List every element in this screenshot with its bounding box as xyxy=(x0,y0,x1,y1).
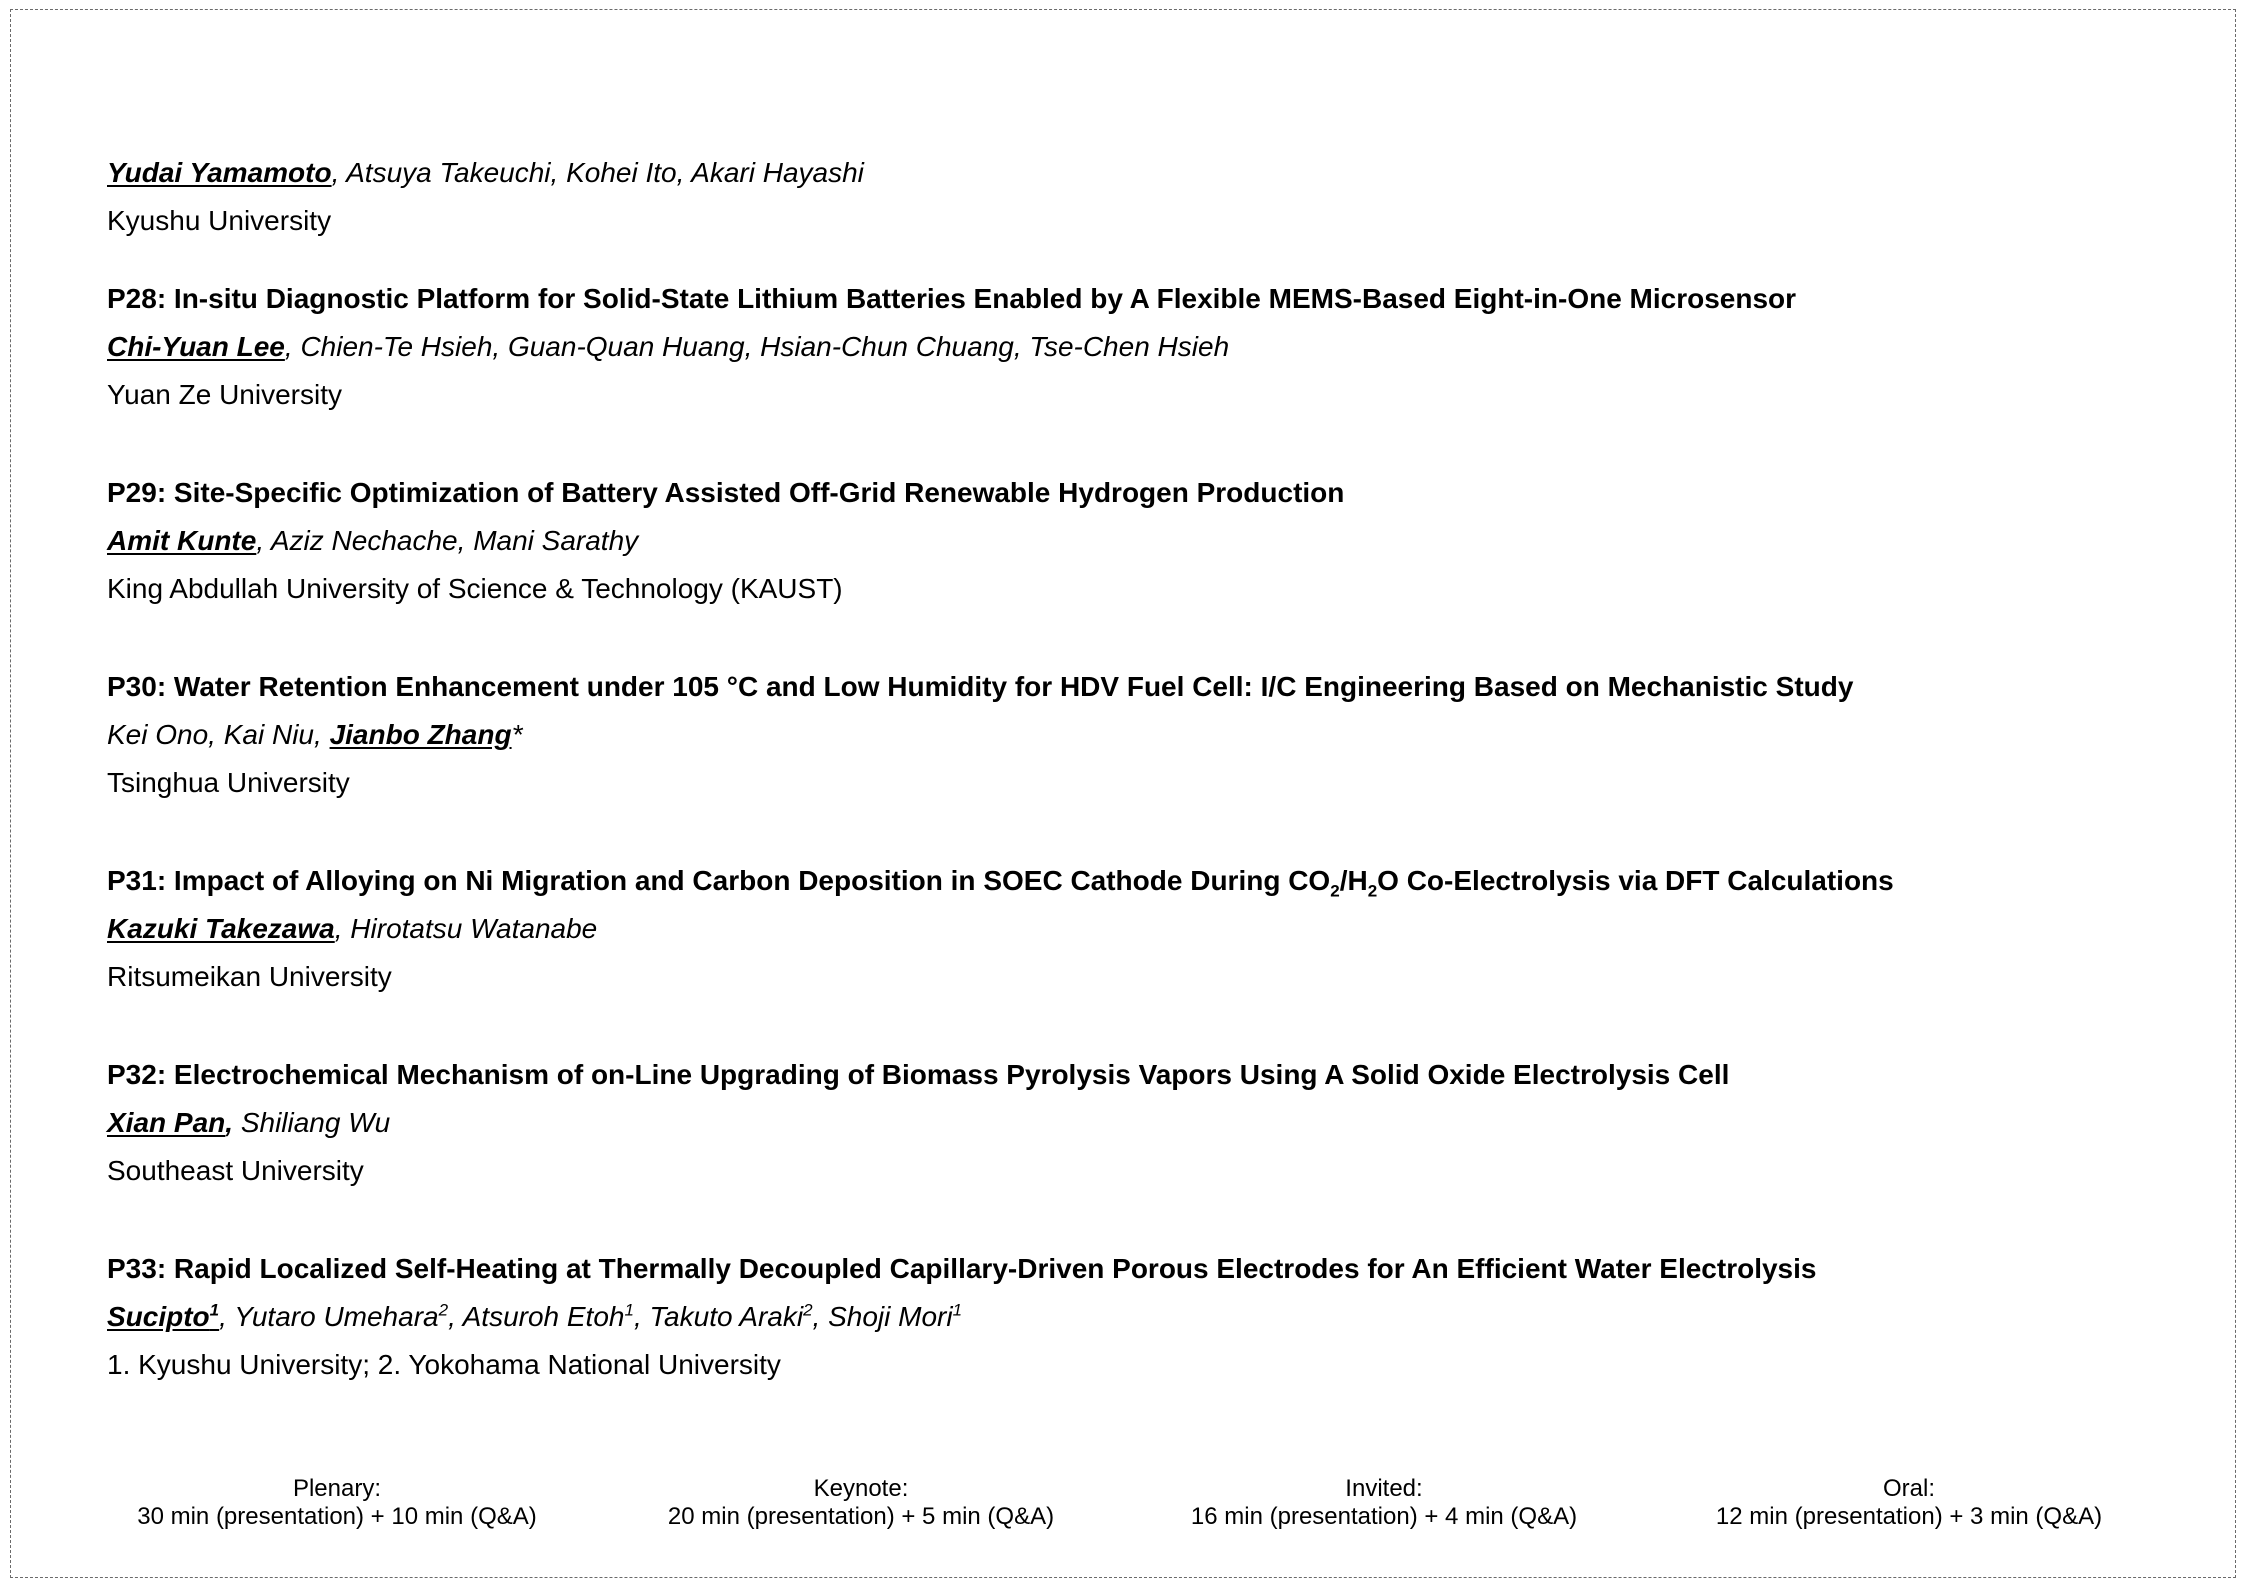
affiliation-marker: 1 xyxy=(624,1300,634,1320)
corresponding-mark: * xyxy=(511,719,523,750)
affiliation: Southeast University xyxy=(107,1155,364,1186)
legend-label: Invited: xyxy=(1345,1475,1423,1502)
poster-list xyxy=(107,149,2137,1389)
legend-time: 16 min (presentation) + 4 min (Q&A) xyxy=(1190,1503,1578,1530)
presenter-name: Amit Kunte xyxy=(107,525,257,556)
author-name: Hirotatsu Watanabe xyxy=(350,913,598,944)
poster-entry-p29 xyxy=(107,469,2137,613)
legend-label: Oral: xyxy=(1882,1475,1935,1502)
legend-keynote xyxy=(581,1475,1141,1531)
legend-time: 12 min (presentation) + 3 min (Q&A) xyxy=(1715,1503,2103,1530)
affiliation: Yuan Ze University xyxy=(107,379,342,410)
author-name: Shoji Mori xyxy=(828,1301,953,1332)
author-name: Aziz Nechache xyxy=(270,525,458,556)
presenter-name: Yudai Yamamoto xyxy=(107,157,332,188)
author-name: Kai Niu xyxy=(223,719,314,750)
legend-time: 30 min (presentation) + 10 min (Q&A) xyxy=(137,1503,537,1530)
title-text: /H xyxy=(1339,865,1368,896)
poster-title: P28: In-situ Diagnostic Platform for Solid-State Lithium Batteries Enabled by A Flexible MEMS-Based Eight-in-One Microsensor xyxy=(107,283,1797,314)
poster-entry-p31 xyxy=(107,857,2137,1001)
author-name: Tse-Chen Hsieh xyxy=(1029,331,1230,362)
author-name: Shiliang Wu xyxy=(240,1107,391,1138)
presenter-name: Chi-Yuan Lee xyxy=(107,331,285,362)
poster-entry-p30 xyxy=(107,663,2137,807)
poster-entry-p32 xyxy=(107,1051,2137,1195)
poster-entry xyxy=(107,149,2137,245)
author-list: Amit Kunte, Aziz Nechache, Mani Sarathy xyxy=(107,525,639,556)
author-name: Kei Ono xyxy=(107,719,209,750)
presenter-name: Kazuki Takezawa xyxy=(107,913,335,944)
legend-label: Keynote: xyxy=(813,1475,909,1502)
affiliation: 1. Kyushu University; 2. Yokohama National University xyxy=(107,1349,781,1380)
affiliation-marker: 2 xyxy=(438,1300,449,1320)
poster-entry-p33 xyxy=(107,1245,2137,1389)
author-list: Xian Pan, Shiliang Wu xyxy=(107,1107,391,1138)
poster-entry-p28 xyxy=(107,275,2137,419)
author-name: Kohei Ito xyxy=(566,157,677,188)
author-name: Atsuroh Etoh xyxy=(462,1301,625,1332)
legend-plenary xyxy=(57,1475,617,1531)
author-name: Takuto Araki xyxy=(649,1301,804,1332)
author-list: Yudai Yamamoto, Atsuya Takeuchi, Kohei Ito, Akari Hayashi xyxy=(107,157,864,188)
poster-title xyxy=(107,857,2137,905)
affiliation: Kyushu University xyxy=(107,205,332,236)
author-name: Akari Hayashi xyxy=(691,157,864,188)
affiliation-marker: 1 xyxy=(952,1300,963,1320)
author-list: Sucipto$^1$, Yutaro Umehara$^2$, Atsuroh Etoh$^1$, Takuto Araki$^2$, Shoji Mori$^1$ xyxy=(107,1300,963,1332)
affiliation-marker: 1 xyxy=(209,1300,220,1320)
author-list: Kei Ono, Kai Niu, Jianbo Zhang* xyxy=(107,719,523,750)
author-name: Hsian-Chun Chuang xyxy=(760,331,1014,362)
legend-invited xyxy=(1104,1475,1664,1531)
author-name: Yutaro Umehara xyxy=(234,1301,439,1332)
affiliation-marker: 2 xyxy=(803,1300,813,1320)
legend-time: 20 min (presentation) + 5 min (Q&A) xyxy=(667,1503,1055,1530)
title-text: P31: Impact of Alloying on Ni Migration and Carbon Deposition in SOEC Cathode During CO xyxy=(107,865,1331,896)
poster-title: P33: Rapid Localized Self-Heating at Thermally Decoupled Capillary-Driven Porous Electrodes for An Efficient Water Electrolysis xyxy=(107,1253,1817,1284)
author-name: Mani Sarathy xyxy=(473,525,639,556)
legend-label: Plenary: xyxy=(292,1475,382,1502)
presenter-name: Xian Pan xyxy=(107,1107,226,1138)
affiliation: Tsinghua University xyxy=(107,767,350,798)
presentation-time-legend xyxy=(0,1475,2246,1535)
poster-title: P29: Site-Specific Optimization of Battery Assisted Off-Grid Renewable Hydrogen Production xyxy=(107,477,1345,508)
title-text: O Co-Electrolysis via DFT Calculations xyxy=(1377,865,1894,896)
author-name: Atsuya Takeuchi xyxy=(346,157,551,188)
presenter-name-text: Sucipto xyxy=(107,1301,210,1332)
presenter-name xyxy=(107,1301,219,1332)
poster-title: P30: Water Retention Enhancement under 105 °C and Low Humidity for HDV Fuel Cell: I/C Engineering Based on Mechanistic Study xyxy=(107,671,1854,702)
subscript: 2 xyxy=(1330,881,1340,901)
legend-oral xyxy=(1629,1475,2189,1531)
author-list: Kazuki Takezawa, Hirotatsu Watanabe xyxy=(107,913,598,944)
author-name: Chien-Te Hsieh xyxy=(300,331,493,362)
affiliation: Ritsumeikan University xyxy=(107,961,392,992)
poster-title: P32: Electrochemical Mechanism of on-Line Upgrading of Biomass Pyrolysis Vapors Using A Solid Oxide Electrolysis Cell xyxy=(107,1059,1730,1090)
author-name: Guan-Quan Huang xyxy=(507,331,745,362)
subscript: 2 xyxy=(1367,881,1378,901)
affiliation: King Abdullah University of Science & Technology (KAUST) xyxy=(107,573,843,604)
author-list: Chi-Yuan Lee, Chien-Te Hsieh, Guan-Quan Huang, Hsian-Chun Chuang, Tse-Chen Hsieh xyxy=(107,331,1230,362)
presenter-name: Jianbo Zhang xyxy=(329,719,512,750)
